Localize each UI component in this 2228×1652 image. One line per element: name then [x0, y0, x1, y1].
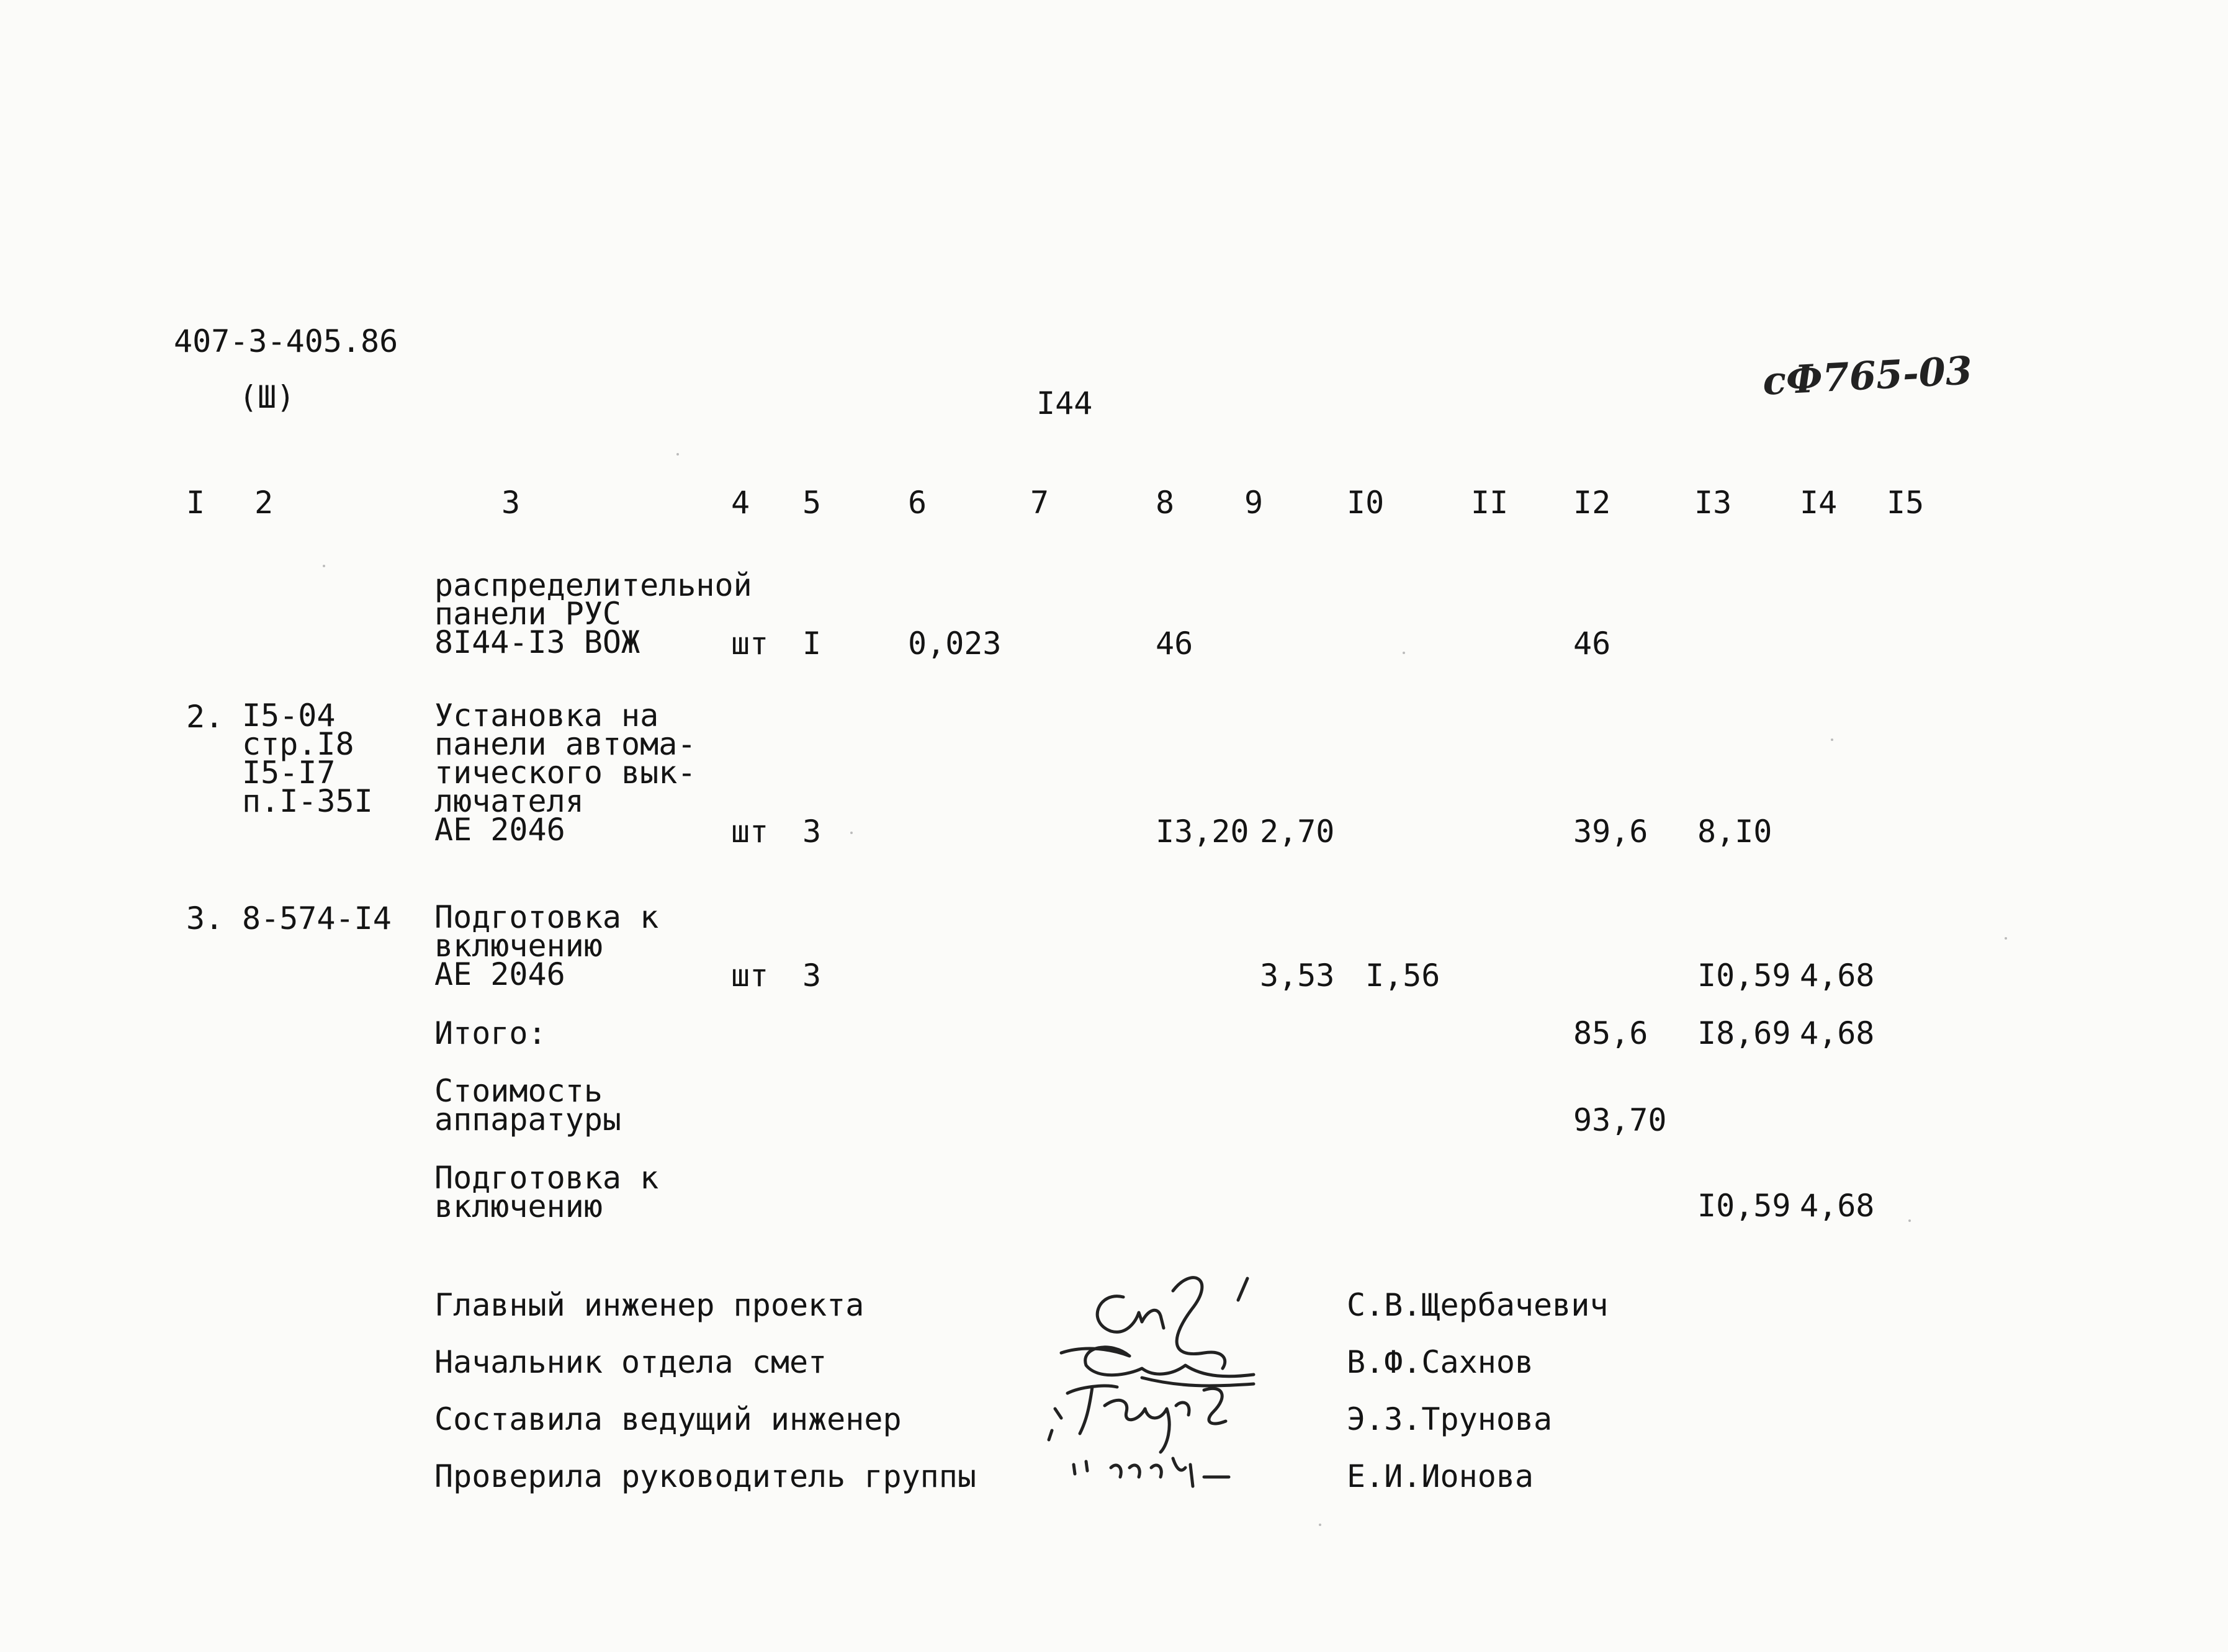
row-col12: 46: [1573, 626, 1611, 662]
row-col8: I3,20: [1156, 814, 1249, 850]
column-header: 7: [1030, 485, 1049, 521]
total-col14: 4,68: [1800, 1015, 1875, 1051]
signature-name: В.Ф.Сахнов: [1347, 1344, 1534, 1380]
row-unit: шт: [731, 626, 769, 662]
row-col9: 2,70: [1260, 814, 1335, 850]
total-col13: I8,69: [1697, 1015, 1791, 1051]
column-header: II: [1471, 485, 1509, 521]
equipment-cost-label: Стоимость аппаратуры: [434, 1073, 622, 1138]
column-header: I: [186, 485, 205, 521]
paper-speck: [323, 565, 325, 567]
row-number: 3.: [186, 900, 224, 936]
signature-name: Е.И.Ионова: [1347, 1458, 1534, 1494]
handwritten-stamp: сФ765-03: [1761, 348, 1974, 404]
signature-name: С.В.Щербачевич: [1347, 1287, 1609, 1323]
column-header: I4: [1800, 485, 1838, 521]
handwritten-signatures-image: [1018, 1254, 1316, 1514]
row-number: 2.: [186, 699, 224, 735]
row-col10: I,56: [1365, 958, 1440, 994]
row-description: Подготовка к включению АЕ 2046: [434, 899, 659, 992]
paper-speck: [1908, 1219, 1911, 1222]
preparation-col13: I0,59: [1697, 1188, 1791, 1224]
document-part: (Ш): [239, 379, 295, 415]
page-number: I44: [1036, 385, 1093, 421]
row-reference: 8-574-I4: [242, 900, 392, 936]
column-header: 9: [1244, 485, 1264, 521]
signature-role: Начальник отдела смет: [434, 1344, 827, 1380]
signature-role: Составила ведущий инженер: [434, 1401, 902, 1437]
row-quantity: 3: [802, 958, 822, 994]
signature-name: Э.З.Трунова: [1347, 1401, 1553, 1437]
row-col13: 8,I0: [1697, 814, 1772, 850]
signature-role: Главный инженер проекта: [434, 1287, 865, 1323]
row-unit: шт: [731, 814, 769, 850]
row-description: Установка на панели автома- тического вык- лючателя АЕ 2046: [434, 698, 696, 848]
preparation-label: Подготовка к включению: [434, 1160, 659, 1224]
column-header: 2: [254, 485, 274, 521]
document-number: 407-3-405.86: [174, 323, 398, 359]
paper-speck: [676, 453, 679, 456]
row-reference: I5-04 стр.I8 I5-I7 п.I-35I: [242, 698, 373, 819]
row-col9: 3,53: [1260, 958, 1335, 994]
row-col12: 39,6: [1573, 814, 1648, 850]
row-col13: I0,59: [1697, 958, 1791, 994]
column-header: 8: [1156, 485, 1175, 521]
preparation-col14: 4,68: [1800, 1188, 1875, 1224]
paper-speck: [850, 832, 853, 834]
paper-speck: [2005, 937, 2007, 940]
row-col14: 4,68: [1800, 958, 1875, 994]
total-label: Итого:: [434, 1015, 547, 1051]
column-header: 4: [731, 485, 750, 521]
column-header: 3: [501, 485, 521, 521]
row-description: распределительной панели РУС 8I44-I3 ВОЖ: [434, 567, 752, 660]
column-header: I5: [1887, 485, 1925, 521]
column-header: 6: [908, 485, 927, 521]
paper-speck: [1831, 738, 1833, 741]
column-header: I2: [1573, 485, 1611, 521]
equipment-cost-col12: 93,70: [1573, 1102, 1667, 1138]
row-quantity: 3: [802, 814, 822, 850]
paper-speck: [1403, 652, 1405, 654]
column-header: I3: [1694, 485, 1732, 521]
signature-role: Проверила руководитель группы: [434, 1458, 976, 1494]
column-header: 5: [802, 485, 822, 521]
row-col8: 46: [1156, 626, 1193, 662]
row-col6: 0,023: [908, 626, 1002, 662]
row-quantity: I: [802, 626, 822, 662]
paper-speck: [1319, 1524, 1321, 1526]
row-unit: шт: [731, 958, 769, 994]
total-col12: 85,6: [1573, 1015, 1648, 1051]
column-header: I0: [1347, 485, 1385, 521]
